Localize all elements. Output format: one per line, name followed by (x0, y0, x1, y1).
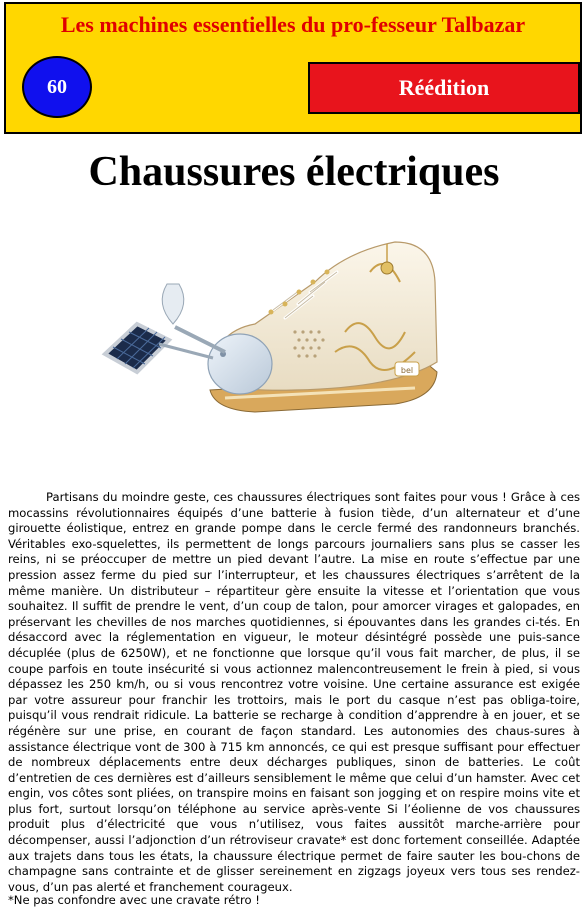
edition-box (308, 62, 580, 114)
edition-label: Réédition (398, 75, 490, 100)
article-footnote: *Ne pas confondre avec une cravate rétro ! (8, 893, 260, 907)
electric-shoe-illustration (95, 212, 455, 432)
shoe-logo: bel (400, 366, 414, 375)
header-banner (4, 2, 582, 134)
article-body: Partisans du moindre geste, ces chaussures électriques sont faites pour vous ! Grâce à ces mocassins révolutionnaires équipés d’une batterie à fusion tiède, d’un alternateur et d’une girouette éolistique, entrez en grande pompe dans le cercle fermé des randonneurs branchés. Véritables exo-squelettes, ils permettent de longs parcours journaliers sans plus se casser les reins, ni se préoccuper de mettre un pied devant l’autre. La mise en route s’effectue par une pression assez ferme du pied sur l’interrupteur, et les chaussures électriques s’arrêtent de la même manière. Un distributeur – répartiteur gère ensuite la vitesse et l’orientation que vous souhaitez. Il suffit de prendre le vent, d’un coup de talon, pour amorcer virages et galopades, en préservant les chevilles de nos marches quotidiennes, si épouvantes dans les grandes ci-tés. En désaccord avec la réglementation en vigueur, le moteur désintégré possède une puis-sance décuplée (plus de 6250W), et ne fonctionne que lorsque qu’il vous fait marcher, de plus, il se coupe parfois en toute insécurité si vous actionnez malencontreusement le frein à pied, si vous dépassez les 250 km/h, ou si vous rencontrez votre voisine. Une certaine assurance est exigée par votre assureur pour franchir les trottoirs, mais le port du casque n’est pas obliga-toire, puisqu’il vous rendrait ridicule. La batterie se recharge à condition d’apprendre à en jouer, et se régénère sur une prise, en courant de façon standard. Les autonomies des chaus-sures à assistance électrique vont de 300 à 715 km annoncés, ce qui est presque suffisant pour effectuer de nombreux déplacements entre deux décharges publiques, sinon de batteries. Le coût d’entretien de ces dernières est d’ailleurs sensiblement le même que celui d’un hamster. Avec cet engin, vos côtes sont pliées, on transpire moins en faisant son jogging et on respire moins vite et plus fort, surtout lorsqu’on téléphone au service après-vente Si l’éolienne de vos chaussures produit plus d’électricité que vous n’utilisez, vous faites aussitôt marche-arrière pour décompenser, aussi l’adjonction d’un rétroviseur cravate* est donc fortement conseillée. Adaptée aux trajets dans tous les états, la chaussure électrique permet de faire sauter les bou-chons de champagne sans contrainte et de glisser sereinement en zigzags joyeux vers tous ses rendez-vous, d’un pas alerté et franchement courageux. (8, 490, 580, 894)
issue-badge (22, 56, 92, 118)
issue-number: 60 (47, 75, 67, 98)
power-cable (159, 344, 213, 358)
article-title: Chaussures électriques (88, 149, 500, 195)
toe-motor (208, 334, 272, 394)
solar-panel (105, 324, 169, 372)
series-title: Les machines essentielles du pro-fesseur Talbazar (60, 12, 526, 37)
charm-bell (381, 262, 393, 274)
propeller-rod (175, 327, 225, 352)
propeller-blade (162, 284, 184, 324)
